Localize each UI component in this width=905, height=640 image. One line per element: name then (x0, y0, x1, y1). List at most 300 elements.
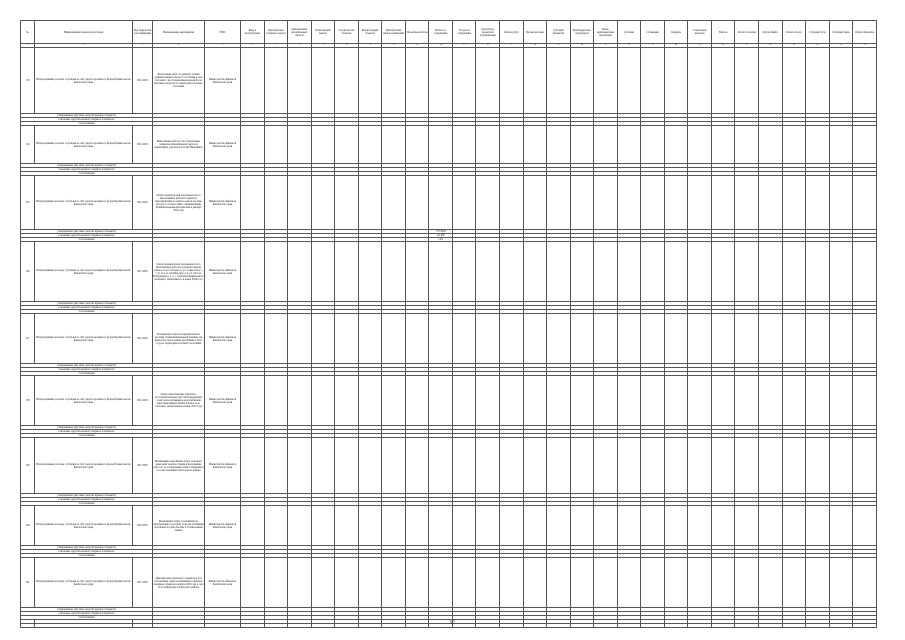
value-cell (429, 376, 453, 426)
value-cell (735, 558, 759, 608)
column-header: Капитальный ремонт (311, 21, 335, 44)
value-cell (264, 48, 288, 114)
sub-row-label: утвержденные (местные средства краевого бюджета) (21, 364, 153, 368)
event-description: Приобретение дизельного генератора для обеспечения электроснабжением социально значимых объектов в ноябре 2016 года в селе Усть-Хайрюзово Тигильского района (153, 558, 205, 608)
value-cell (358, 314, 382, 364)
column-header: Прочие расходы (523, 21, 547, 44)
value-cell (594, 558, 618, 608)
event-description: Оплата выполненных ремонтно-восстановительных работ внутридомовых сетей теплоснабжения и водоснабжения многоквартирных жилых домов в селе Соболево, заключенных в конце 2016 года (153, 376, 205, 426)
value-cell (664, 558, 688, 608)
value-cell (523, 558, 547, 608)
expense-name: Непрограммные расходы. Субсидии за счёт средств резервного фонда Правительства Камчатского края (35, 314, 133, 364)
sub-row-label: освоенные средства краевого бюджета в бюджетах (21, 306, 153, 310)
sub-row-label: утвержденные (местные средства краевого бюджета) (21, 546, 153, 550)
value-cell: 775,3058 (429, 230, 453, 234)
grbs-name: Министерство финансов Камчатского края (205, 126, 241, 164)
value-cell (335, 376, 359, 426)
value-cell (382, 242, 406, 302)
value-cell (641, 506, 665, 546)
value-cell (617, 558, 641, 608)
value-cell (829, 176, 853, 230)
value-cell (335, 558, 359, 608)
value-cell (523, 242, 547, 302)
value-cell (735, 126, 759, 164)
value-cell (264, 314, 288, 364)
value-cell (806, 126, 830, 164)
value-cell (829, 242, 853, 302)
value-cell (617, 48, 641, 114)
value-cell (806, 558, 830, 608)
sub-row-label: утвержденные (местные средства краевого бюджета) (21, 494, 153, 498)
value-cell (523, 438, 547, 494)
value-cell (594, 376, 618, 426)
column-header: Социальные выплаты (688, 21, 712, 44)
column-header: Взносы (711, 21, 735, 44)
row-number: 136 (21, 242, 35, 302)
row-number: 133 (21, 48, 35, 114)
event-description: Выполнение работ по ремонту здания администрации сельского поселения в селе Соболево с восстановлением кровли после ветровых нагрузок на территории сельского поселения (153, 48, 205, 114)
event-description: Возмещение затрат, понесённых на приобретение и доставку угля для снабжения котельных поселка Палана в отопительный период (153, 506, 205, 546)
value-cell (806, 48, 830, 114)
value-cell (570, 376, 594, 426)
sub-row-label: освоенные средства краевого бюджета в бюджетах (21, 550, 153, 554)
value-cell (688, 314, 712, 364)
value-cell (429, 558, 453, 608)
value-cell (288, 314, 312, 364)
value-cell (641, 126, 665, 164)
value-cell (452, 558, 476, 608)
sub-row-label: освоенные средства краевого бюджета в бюджетах (21, 498, 153, 502)
grbs-name: Министерство финансов Камчатского края (205, 438, 241, 494)
column-header: Оплата Камчатка (853, 21, 877, 44)
value-cell (711, 126, 735, 164)
value-cell (476, 558, 500, 608)
value-cell (735, 376, 759, 426)
value-cell (476, 48, 500, 114)
value-cell (264, 126, 288, 164)
expense-name: Непрограммные расходы. Субсидии за счёт средств резервного фонда Правительства Камчатского края (35, 438, 133, 494)
value-cell (547, 126, 571, 164)
value-cell (641, 314, 665, 364)
value-cell (429, 48, 453, 114)
value-cell (853, 126, 877, 164)
value-cell (735, 438, 759, 494)
budget-code: 99 0 4005 (133, 176, 153, 230)
value-cell (523, 126, 547, 164)
value-cell (782, 176, 806, 230)
value-cell (759, 126, 783, 164)
value-cell (711, 242, 735, 302)
column-number: 16 (476, 44, 500, 48)
grbs-name: Министерство финансов Камчатского края (205, 506, 241, 546)
value-cell (335, 438, 359, 494)
value-cell (241, 48, 265, 114)
value-cell (759, 438, 783, 494)
column-number: 10 (335, 44, 359, 48)
column-header: Проектные работы (405, 21, 429, 44)
value-cell (288, 376, 312, 426)
value-cell (688, 558, 712, 608)
value-cell (664, 376, 688, 426)
budget-code: 99 0 4005 (133, 438, 153, 494)
value-cell (547, 314, 571, 364)
budget-code: 99 0 4005 (133, 558, 153, 608)
value-cell (429, 506, 453, 546)
value-cell (570, 242, 594, 302)
value-cell (711, 48, 735, 114)
value-cell (358, 48, 382, 114)
row-number: 141 (21, 558, 35, 608)
column-header: Ввод в эксплуатацию (241, 21, 265, 44)
column-header: Работы по содержанию (429, 21, 453, 44)
value-cell (241, 376, 265, 426)
value-cell (853, 242, 877, 302)
column-header: Кредиты (664, 21, 688, 44)
value-cell (641, 558, 665, 608)
column-number: 14 (429, 44, 453, 48)
value-cell (759, 242, 783, 302)
event-description: Оплата кредиторской задолженности за выполненные работы по ремонту жилых домов в селе Соболево по ул. Советская д. 1, 7, 9, 11 и ул. Октябрьская д. 9, 14, 16 и ул. Набережная д. 3, 5, с учётом муниципального контракта, заключённого в конце 2016 года (153, 242, 205, 302)
table-body (21, 48, 877, 628)
value-cell (382, 438, 406, 494)
value-cell (452, 176, 476, 230)
value-cell (735, 314, 759, 364)
table-row (21, 176, 877, 230)
value-cell (335, 506, 359, 546)
sub-row-label: % исполнения (21, 310, 153, 314)
value-cell (476, 126, 500, 164)
value-cell (594, 506, 618, 546)
value-cell (311, 126, 335, 164)
table-row (21, 376, 877, 426)
value-cell (664, 242, 688, 302)
budget-table (20, 20, 877, 628)
page-number: 97 (450, 621, 455, 626)
value-cell (829, 558, 853, 608)
column-number: 9 (311, 44, 335, 48)
value-cell (711, 506, 735, 546)
table-row (21, 558, 877, 608)
column-header: Иные межбюджетные трансферты (594, 21, 618, 44)
column-header: Реконструкция объектов (358, 21, 382, 44)
value-cell (358, 376, 382, 426)
value-cell (853, 376, 877, 426)
column-number: 11 (358, 44, 382, 48)
sub-row-label: утвержденные (местные средства краевого бюджета) (21, 114, 153, 118)
value-cell (382, 314, 406, 364)
value-cell (829, 438, 853, 494)
value-cell (570, 126, 594, 164)
value-cell (429, 242, 453, 302)
value-cell: 14% (429, 238, 453, 242)
value-cell (288, 438, 312, 494)
value-cell (382, 506, 406, 546)
expense-name: Непрограммные расходы. Субсидии за счёт средств резервного фонда Правительства Камчатского края (35, 506, 133, 546)
value-cell (500, 126, 524, 164)
value-cell (688, 242, 712, 302)
value-cell (547, 48, 571, 114)
column-number: 2 (35, 44, 133, 48)
value-cell (617, 314, 641, 364)
budget-code: 99 0 4005 (133, 126, 153, 164)
value-cell (405, 506, 429, 546)
value-cell (335, 314, 359, 364)
value-cell (405, 48, 429, 114)
sub-row-label: утвержденные (местные средства краевого бюджета) (21, 608, 153, 612)
column-header: Оплата Хасан (782, 21, 806, 44)
value-cell (711, 438, 735, 494)
value-cell (806, 314, 830, 364)
value-cell (735, 48, 759, 114)
value-cell (311, 48, 335, 114)
column-number: 31 (829, 44, 853, 48)
value-cell (570, 558, 594, 608)
value-cell (617, 126, 641, 164)
value-cell (806, 176, 830, 230)
value-cell (782, 126, 806, 164)
column-number: 32 (853, 44, 877, 48)
value-cell (358, 558, 382, 608)
value-cell (711, 314, 735, 364)
value-cell (358, 438, 382, 494)
sub-row-label: утвержденные (местные средства краевого бюджета) (21, 230, 153, 234)
value-cell (358, 126, 382, 164)
value-cell (688, 48, 712, 114)
value-cell (547, 506, 571, 546)
value-cell (405, 126, 429, 164)
value-cell (570, 506, 594, 546)
value-cell (476, 506, 500, 546)
column-number: 17 (500, 44, 524, 48)
column-number: 15 (452, 44, 476, 48)
value-cell (288, 48, 312, 114)
grbs-name: Министерство финансов Камчатского края (205, 176, 241, 230)
value-cell (806, 242, 830, 302)
value-cell (405, 558, 429, 608)
value-cell (806, 438, 830, 494)
value-cell (358, 176, 382, 230)
value-cell (311, 314, 335, 364)
value-cell (429, 438, 453, 494)
value-cell (500, 376, 524, 426)
value-cell (547, 376, 571, 426)
expense-name: Непрограммные расходы. Субсидии за счёт средств резервного фонда Правительства Камчатского края (35, 376, 133, 426)
value-cell (853, 48, 877, 114)
value-cell (405, 314, 429, 364)
sub-row-label: освоенные средства краевого бюджета в бюджетах (21, 430, 153, 434)
value-cell (617, 438, 641, 494)
column-header: Приобретение жилых помещений (382, 21, 406, 44)
value-cell (570, 314, 594, 364)
value-cell (594, 242, 618, 302)
table-row (21, 126, 877, 164)
value-cell (382, 126, 406, 164)
column-number: 7 (264, 44, 288, 48)
row-number: 138 (21, 376, 35, 426)
expense-name: Непрограммные расходы. Субсидии за счёт средств резервного фонда Правительства Камчатского края (35, 176, 133, 230)
column-header: Услуги по содержанию (452, 21, 476, 44)
value-cell (500, 242, 524, 302)
grbs-name: Министерство финансов Камчатского края (205, 242, 241, 302)
value-cell (311, 438, 335, 494)
value-cell (452, 314, 476, 364)
sub-row-label: освоенные средства краевого бюджета в бюджетах (21, 118, 153, 122)
column-number: 21 (594, 44, 618, 48)
row-number: 140 (21, 506, 35, 546)
value-cell (288, 176, 312, 230)
value-cell (617, 176, 641, 230)
value-cell (476, 314, 500, 364)
column-header: № (21, 21, 35, 44)
column-header: Межбюджетные трансферты (570, 21, 594, 44)
value-cell (617, 376, 641, 426)
value-cell (288, 242, 312, 302)
value-cell (641, 176, 665, 230)
table-row (21, 242, 877, 302)
value-cell (759, 376, 783, 426)
value-cell (241, 176, 265, 230)
column-header: Субсидии бюджетам (547, 21, 571, 44)
value-cell (547, 242, 571, 302)
value-cell (311, 242, 335, 302)
row-number: 137 (21, 314, 35, 364)
column-number: 24 (664, 44, 688, 48)
value-cell (688, 438, 712, 494)
budget-code: 99 0 4005 (133, 314, 153, 364)
column-header: Субсидии Тула (806, 21, 830, 44)
value-cell (617, 506, 641, 546)
row-number: 135 (21, 176, 35, 230)
column-header: Приобретение материальных запасов (288, 21, 312, 44)
column-number: 3 (133, 44, 153, 48)
column-number: 23 (641, 44, 665, 48)
value-cell (594, 48, 618, 114)
value-cell (782, 438, 806, 494)
value-cell (782, 558, 806, 608)
value-cell (853, 176, 877, 230)
value-cell (829, 376, 853, 426)
value-cell (641, 376, 665, 426)
value-cell (782, 242, 806, 302)
column-number: 28 (759, 44, 783, 48)
column-number: 26 (711, 44, 735, 48)
value-cell (782, 376, 806, 426)
expense-name: Непрограммные расходы. Субсидии за счёт средств резервного фонда Правительства Камчатского края (35, 48, 133, 114)
expense-name: Непрограммные расходы. Субсидии за счёт средств резервного фонда Правительства Камчатского края (35, 558, 133, 608)
sub-row-label: % исполнения (21, 172, 153, 176)
column-header: Оплата Сахалин (735, 21, 759, 44)
budget-code: 99 0 4005 (133, 242, 153, 302)
row-number: 134 (21, 126, 35, 164)
value-cell (358, 242, 382, 302)
value-cell (570, 48, 594, 114)
value-cell (500, 438, 524, 494)
column-number: 4 (153, 44, 205, 48)
value-cell (500, 558, 524, 608)
expense-name: Непрограммные расходы. Субсидии за счёт средств резервного фонда Правительства Камчатского края (35, 126, 133, 164)
value-cell (641, 438, 665, 494)
value-cell (664, 48, 688, 114)
event-description: Возмещение понесённых затрат на ремонт дизельной электростанции и выполнение работ по восстановлению энергоснабжения в поселке Тиличики Олюторского района (153, 438, 205, 494)
value-cell (452, 48, 476, 114)
value-cell (500, 48, 524, 114)
value-cell (759, 48, 783, 114)
sub-row-label: % исполнения (21, 122, 153, 126)
value-cell (288, 558, 312, 608)
column-number: 25 (688, 44, 712, 48)
value-cell (476, 376, 500, 426)
value-cell (547, 176, 571, 230)
value-cell (405, 242, 429, 302)
value-cell (759, 176, 783, 230)
value-cell (405, 176, 429, 230)
value-cell (829, 506, 853, 546)
value-cell (688, 506, 712, 546)
column-number: 19 (547, 44, 571, 48)
column-number: 20 (570, 44, 594, 48)
value-cell (382, 376, 406, 426)
sub-row-label: освоенные средства краевого бюджета в бюджетах (21, 368, 153, 372)
value-cell (358, 506, 382, 546)
value-cell (594, 126, 618, 164)
value-cell (806, 506, 830, 546)
value-cell (500, 506, 524, 546)
column-header: Субсидии Тверь (829, 21, 853, 44)
value-cell (311, 506, 335, 546)
value-cell (523, 176, 547, 230)
value-cell (782, 506, 806, 546)
value-cell (759, 506, 783, 546)
column-header: Субвенции (641, 21, 665, 44)
value-cell (735, 242, 759, 302)
sub-row-label: утвержденные (местные средства краевого бюджета) (21, 426, 153, 430)
value-cell (641, 48, 665, 114)
value-cell (523, 376, 547, 426)
value-cell (264, 176, 288, 230)
sub-row-label: освоенные средства краевого бюджета в бюджетах (21, 234, 153, 238)
budget-table-sheet (20, 20, 876, 619)
column-number: 18 (523, 44, 547, 48)
value-cell (429, 314, 453, 364)
value-cell (735, 176, 759, 230)
row-number: 139 (21, 438, 35, 494)
value-cell (288, 506, 312, 546)
value-cell (500, 314, 524, 364)
sub-row-label: утвержденные (местные средства краевого бюджета) (21, 164, 153, 168)
column-header: Наименование показателя расходов (35, 21, 133, 44)
value-cell (335, 126, 359, 164)
budget-code: 99 0 4005 (133, 506, 153, 546)
event-description: Выполнение работ по восстановлению покрытия автомобильной дороги и пешеходных дорожек в поселке Вилючинск (153, 126, 205, 164)
column-header: Код бюджетной классификации (133, 21, 153, 44)
value-cell (570, 438, 594, 494)
value-cell (547, 558, 571, 608)
value-cell (782, 314, 806, 364)
sub-row-label: освоенные средства краевого бюджета в бюджетах (21, 612, 153, 616)
grbs-name: Министерство финансов Камчатского края (205, 48, 241, 114)
value-cell (311, 176, 335, 230)
grbs-name: Министерство финансов Камчатского края (205, 376, 241, 426)
value-cell (452, 438, 476, 494)
value-cell (241, 506, 265, 546)
value-cell (500, 176, 524, 230)
value-cell (288, 126, 312, 164)
value-cell (405, 376, 429, 426)
value-cell (829, 314, 853, 364)
column-number: 5 (205, 44, 241, 48)
event-description: Возмещение затрат на приобретение и доставку специализированной техники для вывоза мусора в рамках программы в 2017 году на территории сельского поселения (153, 314, 205, 364)
value-cell (617, 242, 641, 302)
